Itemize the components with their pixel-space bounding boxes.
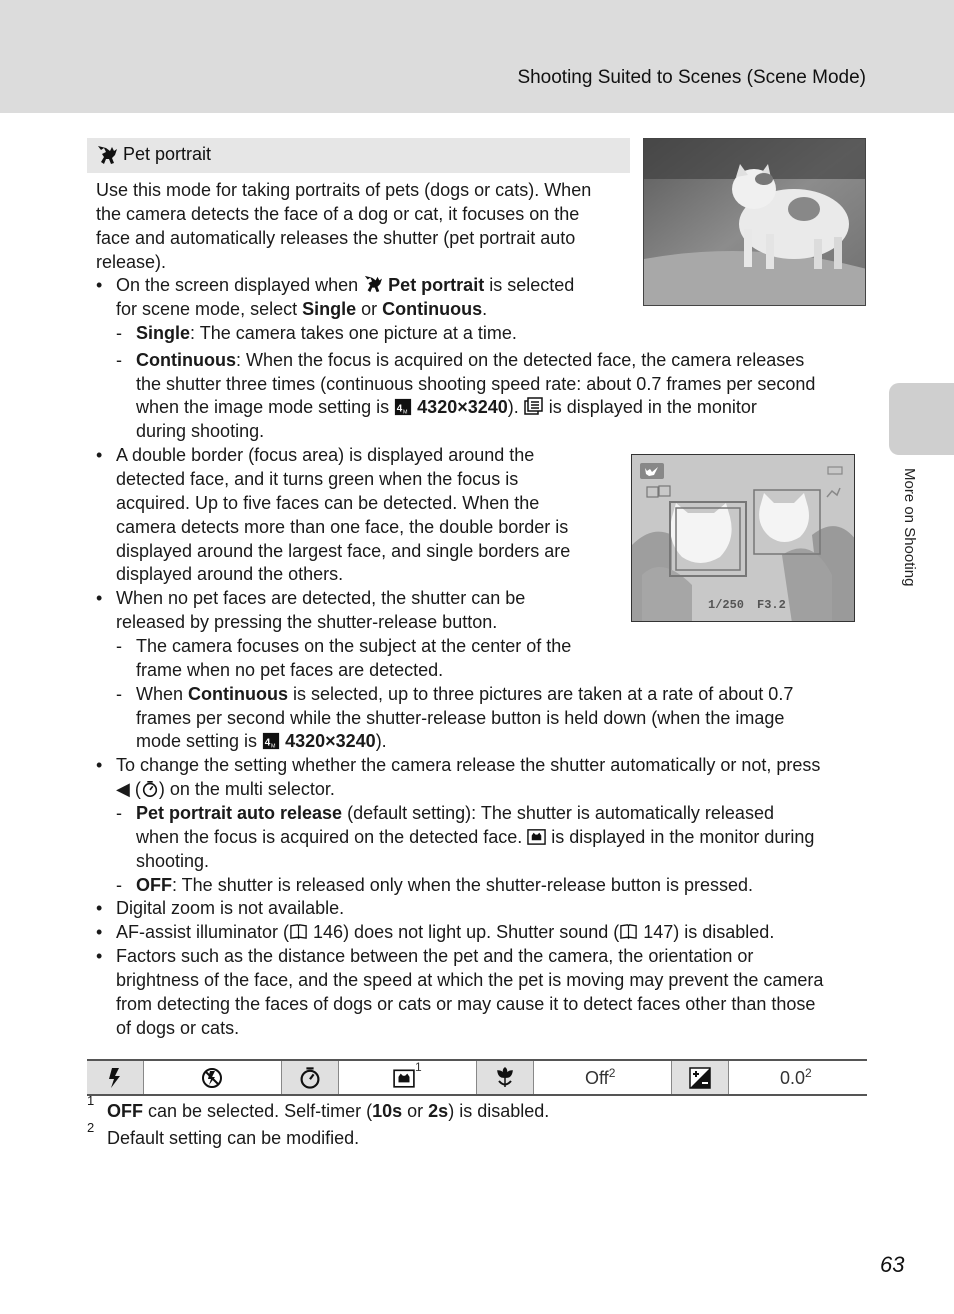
table-cell: [87, 1061, 143, 1094]
bullet-dot: •: [96, 755, 103, 775]
bullet-5: Digital zoom is not available.: [116, 898, 345, 918]
dash: -: [116, 323, 122, 343]
aperture-readout: F3.2: [757, 598, 786, 612]
exposure-compensation-icon: [688, 1066, 712, 1090]
chapter-tab-label: More on Shooting: [901, 468, 918, 587]
bullet-3-sub-2-line-2: frames per second while the shutter-release button is held down (when the image: [136, 708, 785, 728]
bullet-dot: •: [96, 275, 103, 295]
bullet-3-line-2: released by pressing the shutter-release button.: [116, 612, 498, 632]
bullet-3-sub-1-line-2: frame when no pet faces are detected.: [136, 660, 444, 680]
dash: -: [116, 636, 122, 656]
auto-release-line-2: when the focus is acquired on the detected face. is displayed in the monitor during: [136, 827, 815, 847]
shutter-speed-readout: 1/250: [708, 598, 745, 612]
bullet-2-line-6: displayed around the others.: [116, 564, 344, 584]
dash: -: [116, 350, 122, 370]
exposure-value: 0.0: [780, 1068, 806, 1088]
intro-line-4: release).: [96, 252, 167, 272]
continuous-line-4: during shooting.: [136, 421, 265, 441]
table-cell: [534, 1061, 671, 1094]
bullet-3-line-1: When no pet faces are detected, the shutter can be: [116, 588, 526, 608]
single-description: Single: The camera takes one picture at a time.: [136, 323, 517, 343]
bullet-6: AF-assist illuminator ( 146) does not light up. Shutter sound ( 147) is disabled.: [116, 922, 775, 942]
footnote-2: 2 Default setting can be modified.: [87, 1120, 360, 1148]
bullet-2-line-2: detected face, and it turns green when the focus is: [116, 469, 519, 489]
bullet-2-line-1: A double border (focus area) is displayed around the: [116, 445, 535, 465]
bullet-1-line-1: On the screen displayed when Pet portrait is selected: [116, 275, 575, 295]
intro-line-3: face and automatically releases the shutter (pet portrait auto: [96, 228, 576, 248]
table-cell: [144, 1061, 281, 1094]
table-cell: [282, 1061, 338, 1094]
bullet-4-line-1: To change the setting whether the camera release the shutter automatically or not, press: [116, 755, 821, 775]
dash: -: [116, 803, 122, 823]
bullet-7-line-4: of dogs or cats.: [116, 1018, 240, 1038]
dash: -: [116, 875, 122, 895]
footnote-ref: 1: [415, 1060, 422, 1074]
table-cell: [729, 1061, 867, 1094]
cat-photo: [643, 138, 866, 306]
chapter-tab: [889, 383, 954, 455]
bullet-2-line-3: acquired. Up to five faces can be detected. When the: [116, 493, 540, 513]
table-cell: [672, 1061, 728, 1094]
macro-icon: [493, 1066, 517, 1090]
auto-release-line-1: Pet portrait auto release (default setting): The shutter is automatically released: [136, 803, 774, 823]
intro-line-1: Use this mode for taking portraits of pets (dogs or cats). When: [96, 180, 592, 200]
table-cell: [477, 1061, 533, 1094]
footnote-ref: 2: [805, 1066, 812, 1080]
flash-off-icon: [200, 1066, 224, 1090]
pet-icon: [363, 275, 383, 293]
continuous-line-2: the shutter three times (continuous shooting speed rate: about 0.7 frames per second: [136, 374, 816, 394]
bullet-3-sub-1-line-1: The camera focuses on the subject at the center of the: [136, 636, 572, 656]
intro-line-2: the camera detects the face of a dog or cat, it focuses on the: [96, 204, 580, 224]
page-header-title: Shooting Suited to Scenes (Scene Mode): [517, 67, 866, 88]
continuous-line-3: when the image mode setting is 4320×3240). is displayed in the monitor: [136, 397, 757, 417]
footnote-ref: 2: [608, 1066, 616, 1080]
left-arrow-icon: ◀: [116, 779, 130, 799]
bullet-3-sub-2-line-1: When Continuous is selected, up to three pictures are taken at a rate of about 0.7: [136, 684, 794, 704]
table-cell: [339, 1061, 476, 1094]
continuous-line-1: Continuous: When the focus is acquired on the detected face, the camera releases: [136, 350, 805, 370]
section-header: [87, 138, 630, 173]
pet-auto-release-icon: [393, 1067, 415, 1089]
auto-release-line-3: shooting.: [136, 851, 210, 871]
book-reference-icon: [289, 922, 308, 941]
pet-auto-release-icon: [527, 827, 546, 846]
bullet-7-line-1: Factors such as the distance between the pet and the camera, the orientation or: [116, 946, 754, 966]
bullet-3-sub-2-line-3: mode setting is 4320×3240).: [136, 731, 387, 751]
settings-table: [87, 1059, 867, 1096]
section-title: Pet portrait: [123, 144, 212, 164]
pet-icon: [96, 145, 118, 165]
dash: -: [116, 684, 122, 704]
bullet-dot: •: [96, 922, 103, 942]
flash-icon: [103, 1066, 127, 1090]
bullet-2-line-5: displayed around the largest face, and single borders are: [116, 541, 571, 561]
self-timer-icon: [298, 1066, 322, 1090]
bullet-dot: •: [96, 946, 103, 966]
bullet-7-line-2: brightness of the face, and the speed at which the pet is moving may prevent the camera: [116, 970, 824, 990]
image-mode-4m-icon: [394, 398, 412, 416]
macro-value: Off: [585, 1068, 609, 1088]
bullet-1-line-2: for scene mode, select Single or Continuous.: [116, 299, 488, 319]
bullet-4-line-2: ◀ ( ) on the multi selector.: [116, 779, 335, 799]
bullet-7-line-3: from detecting the faces of dogs or cats or may cause it to detect faces other than those: [116, 994, 816, 1014]
footnote-1: 1 OFF can be selected. Self-timer (10s or 2s) is disabled.: [87, 1093, 550, 1121]
bullet-dot: •: [96, 445, 103, 465]
book-reference-icon: [619, 922, 638, 941]
self-timer-icon: [141, 780, 159, 798]
monitor-illustration: [631, 454, 855, 622]
continuous-shooting-icon: [524, 396, 544, 416]
bullet-dot: •: [96, 898, 103, 918]
bullet-2-line-4: camera detects more than one face, the double border is: [116, 517, 569, 537]
header-band: [0, 0, 954, 113]
page-number: 63: [880, 1252, 905, 1277]
image-mode-4m-icon: [262, 732, 280, 750]
bullet-dot: •: [96, 588, 103, 608]
off-description: OFF: The shutter is released only when the shutter-release button is pressed.: [136, 875, 753, 895]
